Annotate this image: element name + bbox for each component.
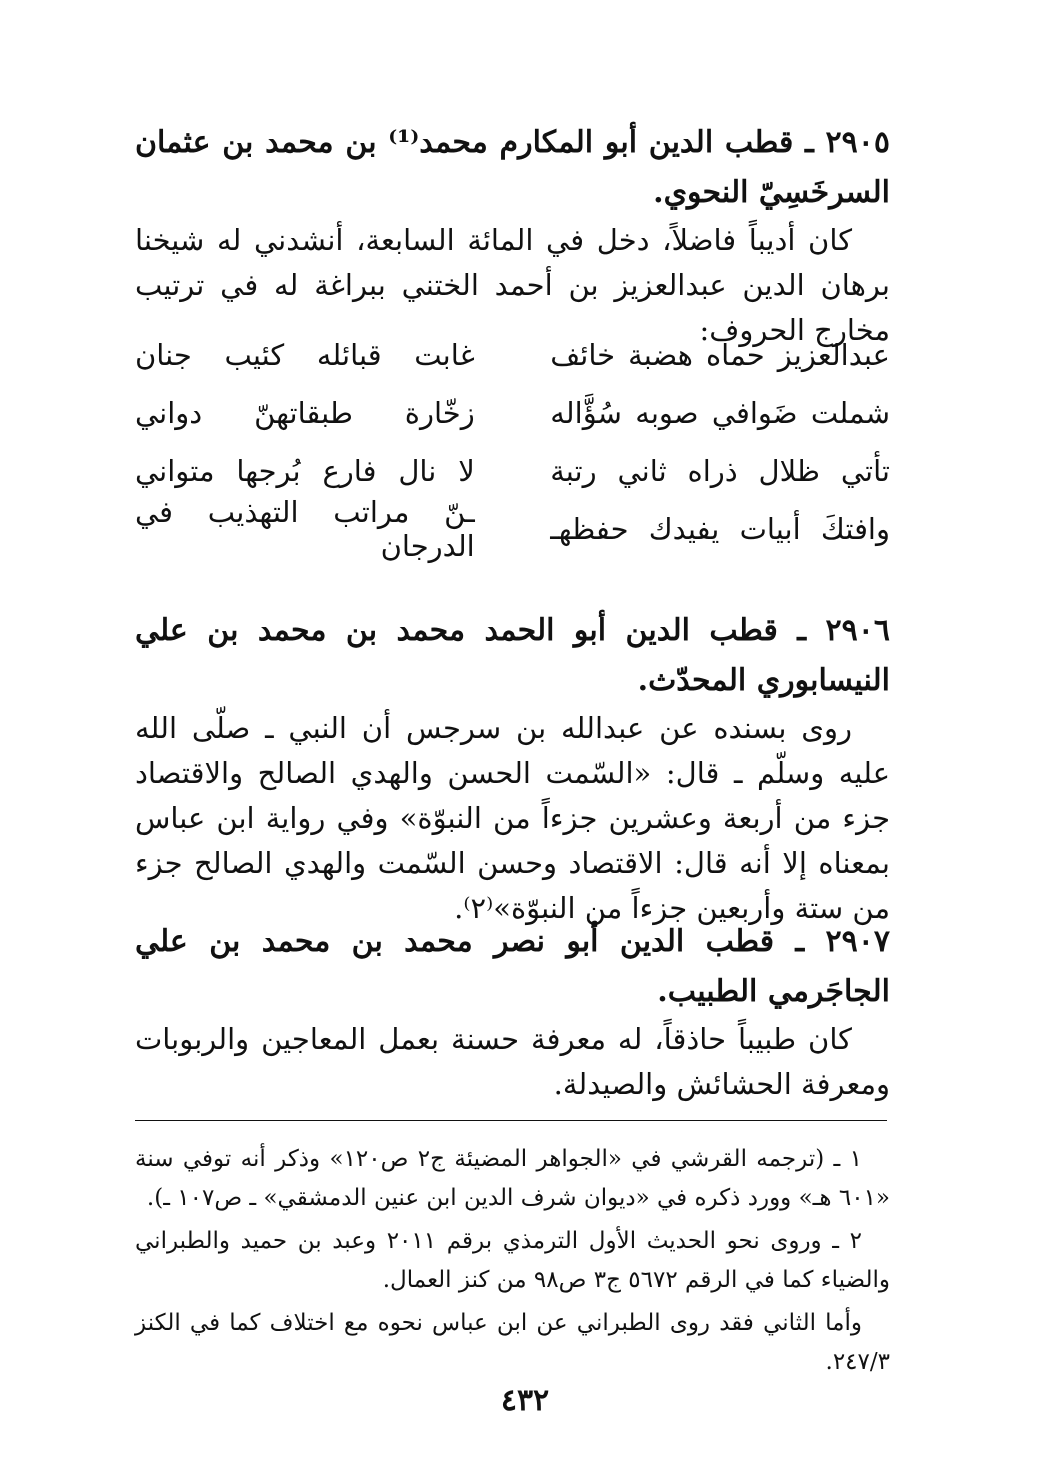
poem-verse: [135, 442, 890, 500]
poem-second-hemistich: لا نال فارع بُرجها متواني: [135, 454, 475, 488]
footnote-divider: [135, 1120, 887, 1121]
entry-paragraph: روى بسنده عن عبدالله بن سرجس أن النبي ـ صلّى الله عليه وسلّم ـ قال: «السّمت الحسن والهدي الصالح والاقتصاد جزء من أربعة وعشرين جزءاً من النبوّة» وفي رواية ابن عباس بمعناه إلا أنه قال: الاقتصاد وحسن السّمت والهدي الصالح جزء من ستة وأربعين جزءاً من النبوّة»⁽٢⁾.: [135, 711, 890, 925]
poem-second-hemistich: زخّارة طبقاتهنّ دواني: [135, 396, 475, 430]
poem-second-hemistich: غابت قبائله كئيب جنان: [135, 338, 475, 372]
poem-first-hemistich: وافتكَ أبيات يفيدك حفظهـ: [550, 512, 890, 546]
footnotes: [135, 1140, 890, 1386]
entry-2905: [135, 118, 890, 353]
entry-paragraph: كان أديباً فاضلاً، دخل في المائة السابعة، أنشدني له شيخنا برهان الدين عبدالعزيز بن أحمد الختني ببراغة له في ترتيب مخارج الحروف:: [135, 223, 890, 347]
entry-paragraph: كان طبيباً حاذقاً، له معرفة حسنة بعمل المعاجين والربوبات ومعرفة الحشائش والصيدلة.: [135, 1022, 890, 1101]
poem-first-hemistich: تأتي ظلال ذراه ثاني رتبة: [550, 454, 890, 488]
entry-title: ٢٩٠٥ ـ قطب الدين أبو المكارم محمد⁽¹⁾ بن محمد بن عثمان السرخَسِيّ النحوي.: [135, 125, 890, 210]
poem-verse: [135, 326, 890, 384]
footnote: ١ ـ (ترجمه القرشي في «الجواهر المضيئة ج٢ ص١٢٠» وذكر أنه توفي سنة «٦٠١ هـ» وورد ذكره في «ديوان شرف الدين ابن عنين الدمشقي» ـ ص١٠٧ ـ).: [135, 1146, 890, 1211]
footnote: وأما الثاني فقد روى الطبراني عن ابن عباس نحوه مع اختلاف كما في الكنز ٢٤٧/٣.: [135, 1310, 890, 1375]
entry-title: ٢٩٠٧ ـ قطب الدين أبو نصر محمد بن محمد بن علي الجاجَرمي الطبيب.: [135, 924, 890, 1009]
poem: [135, 326, 890, 563]
poem-second-hemistich: ـنّ مراتب التهذيب في الدرجان: [135, 495, 475, 563]
poem-verse: [135, 495, 890, 563]
entry-2906: [135, 606, 890, 931]
entry-2907: [135, 917, 890, 1107]
poem-first-hemistich: شملت ضَوافي صوبه سُؤَّاله: [550, 396, 890, 430]
entry-title: ٢٩٠٦ ـ قطب الدين أبو الحمد محمد بن محمد بن علي النيسابوري المحدّث.: [135, 613, 890, 698]
footnote: ٢ ـ وروى نحو الحديث الأول الترمذي برقم ٢٠١١ وعبد بن حميد والطبراني والضياء كما في الرقم ٥٦٧٢ ج٣ ص٩٨ من كنز العمال.: [135, 1228, 890, 1293]
page-number: ٤٣٢: [500, 1383, 550, 1418]
poem-first-hemistich: عبدالعزيز حماه هضبة خائف: [550, 338, 890, 372]
poem-verse: [135, 384, 890, 442]
